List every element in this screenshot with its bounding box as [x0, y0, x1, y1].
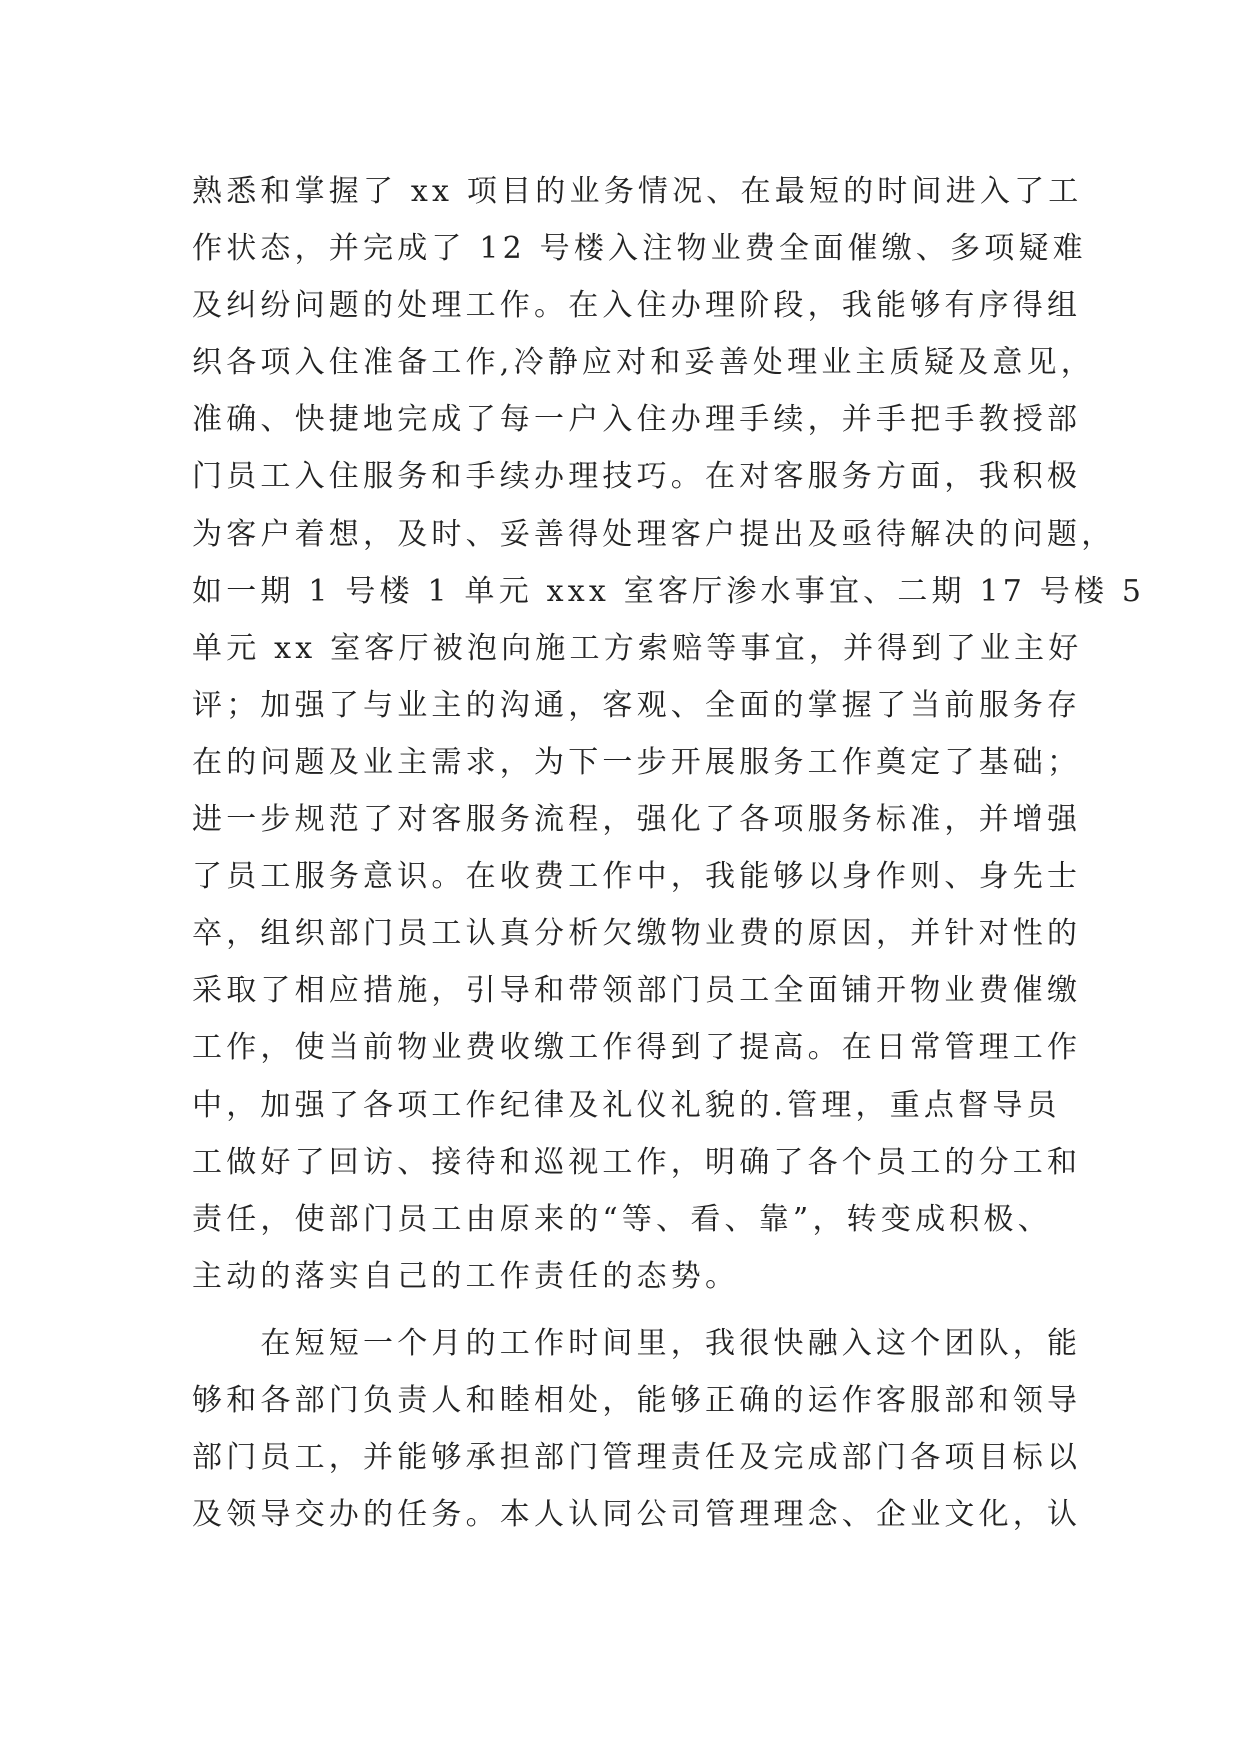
paragraph-gap	[192, 1305, 1072, 1315]
text-line: 在的问题及业主需求，为下一步开展服务工作奠定了基础；	[192, 744, 1082, 780]
text-line: 主动的落实自己的工作责任的态势。	[192, 1258, 740, 1294]
text-line: 如一期 1 号楼 1 单元 xxx 室客厅渗水事宜、二期 17 号楼 5	[192, 573, 1146, 609]
text-line: 熟悉和掌握了 xx 项目的业务情况、在最短的时间进入了工	[192, 174, 1083, 209]
text-line: 工做好了回访、接待和巡视工作，明确了各个员工的分工和	[192, 1144, 1082, 1180]
text-line: 作状态，并完成了 12 号楼入注物业费全面催缴、多项疑难	[192, 231, 1087, 267]
text-line: 准确、快捷地完成了每一户入住办理手续，并手把手教授部	[192, 402, 1082, 438]
text-line: 织各项入住准备工作,冷静应对和妥善处理业主质疑及意见，	[192, 345, 1095, 381]
paragraph	[192, 1315, 1082, 1543]
text-line: 部门员工，并能够承担部门管理责任及完成部门各项目标以	[192, 1440, 1082, 1476]
text-line: 责任，使部门员工由原来的“等、看、靠”，转变成积极、	[192, 1201, 1052, 1237]
text-line: 单元 xx 室客厅被泡向施工方索赔等事宜，并得到了业主好	[192, 630, 1083, 666]
text-line: 采取了相应措施，引导和带领部门员工全面铺开物业费催缴	[192, 973, 1082, 1009]
text-line: 进一步规范了对客服务流程，强化了各项服务标准，并增强	[192, 802, 1082, 838]
text-line: 中，加强了各项工作纪律及礼仪礼貌的.管理，重点督导员	[192, 1087, 1061, 1123]
document-body	[192, 163, 1146, 1543]
text-line: 门员工入住服务和手续办理技巧。在对客服务方面，我积极	[192, 459, 1082, 495]
text-line: 卒，组织部门员工认真分析欠缴物业费的原因，并针对性的	[192, 916, 1082, 952]
text-line: 在短短一个月的工作时间里，我很快融入这个团队，能	[192, 1325, 1082, 1361]
text-line: 了员工服务意识。在收费工作中，我能够以身作则、身先士	[192, 859, 1082, 895]
text-line: 及纠纷问题的处理工作。在入住办理阶段，我能够有序得组	[192, 288, 1082, 324]
text-line: 为客户着想，及时、妥善得处理客户提出及亟待解决的问题，	[192, 516, 1116, 552]
text-line: 评；加强了与业主的沟通，客观、全面的掌握了当前服务存	[192, 687, 1082, 723]
paragraph	[192, 163, 1146, 1305]
text-line: 工作，使当前物业费收缴工作得到了提高。在日常管理工作	[192, 1030, 1082, 1066]
text-line: 够和各部门负责人和睦相处，能够正确的运作客服部和领导	[192, 1382, 1082, 1418]
text-line: 及领导交办的任务。本人认同公司管理理念、企业文化，认	[192, 1497, 1082, 1533]
